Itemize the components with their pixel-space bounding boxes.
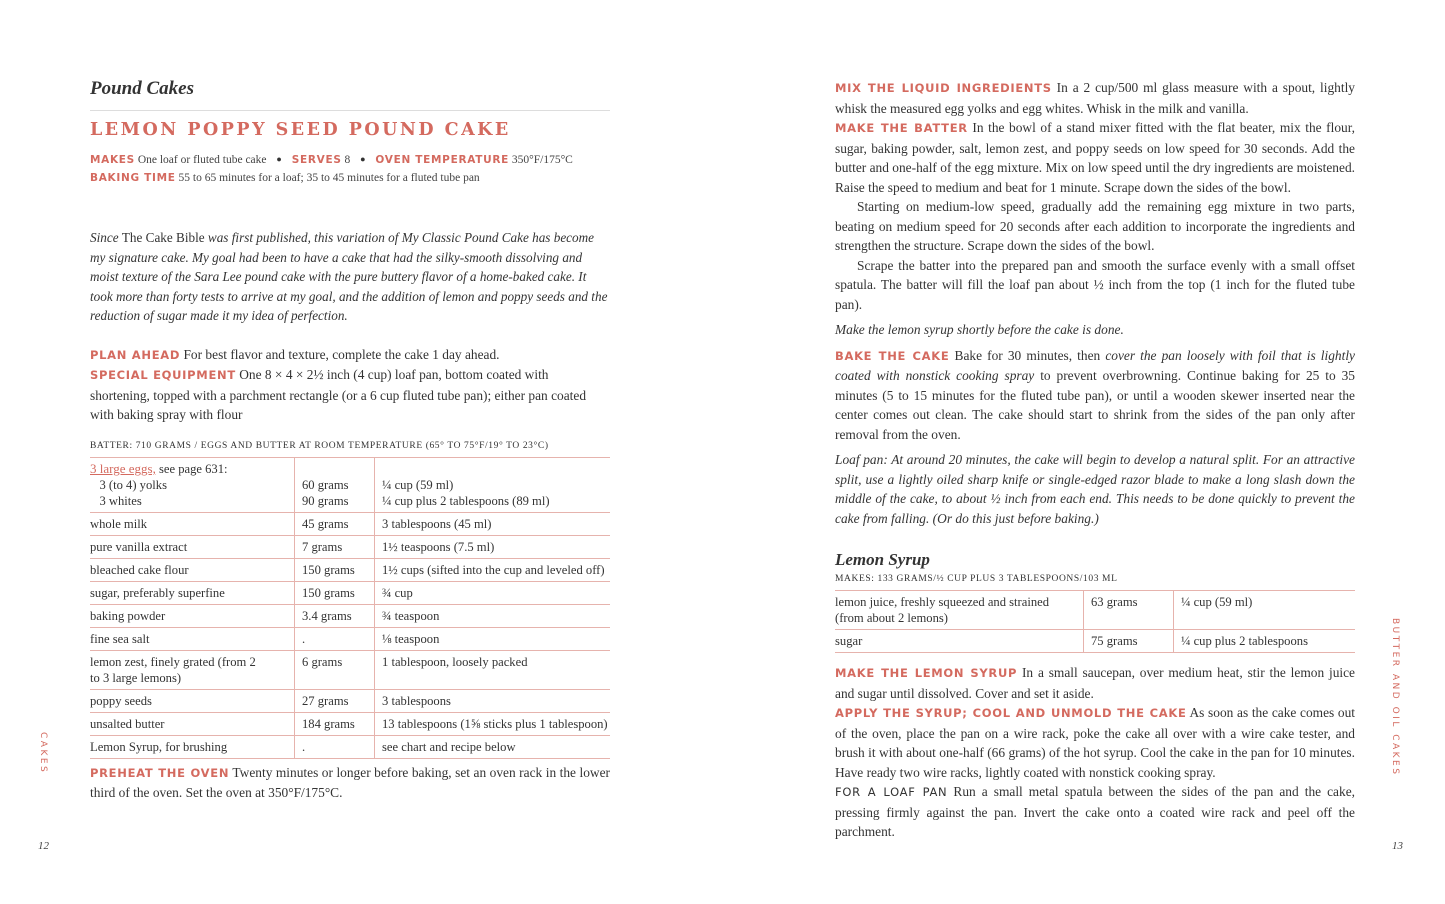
make-syrup-text: In a small saucepan, over medium heat, stir the lemon juice and sugar until dissolved. Cover and set it aside. (835, 665, 1355, 701)
make-batter-text: In the bowl of a stand mixer fitted with the flat beater, mix the flour, sugar, baking powder, salt, lemon zest, and poppy seeds on low speed for 30 seconds. Add the butter and one-half of the egg mixture. Mix on low speed until the dry ingredients are moistened. Raise the speed to medium and beat for 1 minute. Scrape down the sides of the bowl. (835, 120, 1355, 195)
batter-paragraph-2: Starting on medium-low speed, gradually add the remaining egg mixture in two parts, beating on medium speed for 20 seconds after each addition to incorporate the ingredients and strengthen the structure. Scrape down the sides of the bowl. (835, 199, 1355, 253)
table-row (90, 457, 610, 512)
syrup-ingredient-name: lemon juice, freshly squeezed and strained (from about 2 lemons) (835, 591, 1084, 630)
plan-ahead-label: PLAN AHEAD (90, 347, 181, 362)
table-row (90, 712, 610, 735)
eggs-link[interactable]: 3 large eggs, (90, 460, 156, 476)
mix-liquid (835, 78, 1355, 118)
ingredient-name: baking powder (90, 604, 295, 627)
ingredient-volume: 1 tablespoon, loosely packed (375, 650, 611, 689)
table-row (90, 604, 610, 627)
serves-label: SERVES (291, 154, 342, 166)
ingredient-volume: see chart and recipe below (375, 735, 611, 758)
special-equipment-text: One 8 × 4 × 2½ inch (4 cup) loaf pan, bottom coated with shortening, topped with a parchment rectangle (or a 6 cup fluted tube pan); either pan coated with baking spray with flour (90, 367, 587, 423)
bake-text-b: to prevent overbrowning. Continue baking for 25 to 35 minutes (5 to 15 minutes for the fluted tube pan), or until a wooden skewer inserted near the center comes out clean. The cake should start to shrink from the sides of the pan only after removal from the oven. (835, 368, 1356, 442)
syrup-ingredient-grams: 75 grams (1084, 630, 1174, 653)
ingredient-grams: 27 grams (295, 689, 375, 712)
table-row (90, 512, 610, 535)
loaf-pan-step (835, 782, 1355, 842)
ingredient-grams: 150 grams (295, 581, 375, 604)
table-row (90, 735, 610, 758)
plan-ahead (90, 345, 610, 366)
syrup-table (835, 590, 1355, 653)
volume-yolks: ¼ cup (59 ml) (382, 477, 454, 492)
grams-whites: 90 grams (302, 493, 349, 508)
apply-syrup-text: As soon as the cake comes out of the oven, place the pan on a wire rack, poke the cake all over with a wire cake tester, and brush it with about one-half (66 grams) of the hot syrup. Cool the cake in the pan for 10 minutes. Have ready two wire racks, lightly coated with nonstick cooking spray. (835, 705, 1355, 780)
eggs-yolks: 3 (to 4) yolks (99, 477, 167, 492)
ingredient-grams: 45 grams (295, 512, 375, 535)
table-row (90, 558, 610, 581)
loaf-pan-note: Loaf pan: At around 20 minutes, the cake will begin to develop a natural split. For an attractive split, use a lightly oiled sharp knife or single-edged razor blade to make a long slash down the middle of the cake, to about ½ inch from each end. This needs to be done quickly to prevent the cake from falling. (Or do this just before baking.) (835, 452, 1355, 526)
intro-text-a: Since (90, 230, 119, 245)
ingredient-name: sugar, preferably superfine (90, 581, 295, 604)
make-syrup (835, 663, 1355, 703)
ingredient-volume: ⅛ teaspoon (375, 627, 611, 650)
ingredient-name: poppy seeds (90, 689, 295, 712)
ingredient-grams: 3.4 grams (295, 604, 375, 627)
mix-liquid-text: In a 2 cup/500 ml glass measure with a spout, lightly whisk the measured egg yolks and egg whites. Whisk in the milk and vanilla. (835, 80, 1356, 116)
side-label-cakes: CAKES (38, 732, 48, 775)
make-batter (835, 118, 1355, 197)
makes-value: One loaf or fluted tube cake (137, 154, 267, 166)
ingredient-volume: ¾ cup (375, 581, 611, 604)
table-row (90, 535, 610, 558)
makes-label: MAKES (90, 154, 135, 166)
ingredient-volume: 1½ teaspoons (7.5 ml) (375, 535, 611, 558)
ingredient-name: whole milk (90, 512, 295, 535)
ingredient-grams: 184 grams (295, 712, 375, 735)
ingredient-name: fine sea salt (90, 627, 295, 650)
ingredient-grams: . (295, 735, 375, 758)
recipe-meta (90, 150, 610, 187)
syrup-makes: MAKES: 133 GRAMS/½ CUP PLUS 3 TABLESPOONS/103 ML (835, 574, 1118, 584)
special-equipment (90, 365, 610, 425)
ingredient-volume: 1½ cups (sifted into the cup and leveled off) (375, 558, 611, 581)
mix-liquid-label: MIX THE LIQUID INGREDIENTS (835, 81, 1052, 95)
bake-cake (835, 346, 1355, 445)
oven-temp-label: OVEN TEMPERATURE (375, 154, 509, 166)
table-row (90, 627, 610, 650)
bullet-icon: ● (360, 154, 366, 164)
page-number-left: 12 (38, 840, 49, 852)
bake-text-italic: cover the pan loosely with foil that is lightly coated with nonstick cooking spray (835, 347, 1355, 383)
ingredient-grams: 7 grams (295, 535, 375, 558)
ingredient-volume (375, 457, 611, 512)
ingredients-table (90, 457, 610, 759)
serves-value: 8 (344, 154, 351, 166)
ingredient-volume: 3 tablespoons (45 ml) (375, 512, 611, 535)
table-row (835, 630, 1355, 653)
apply-syrup (835, 703, 1355, 782)
ingredient-volume: 3 tablespoons (375, 689, 611, 712)
volume-whites: ¼ cup plus 2 tablespoons (89 ml) (382, 493, 550, 508)
syrup-ingredient-volume: ¼ cup (59 ml) (1174, 591, 1356, 630)
grams-yolks: 60 grams (302, 477, 349, 492)
intro-paragraph (90, 228, 610, 326)
preheat-text: Twenty minutes or longer before baking, set an oven rack in the lower third of the oven. Set the oven at 350°F/175°C. (90, 764, 610, 801)
bake-label: BAKE THE CAKE (835, 348, 950, 363)
oven-temp-value: 350°F/175°C (511, 154, 573, 166)
ingredient-name: Lemon Syrup, for brushing (90, 735, 295, 758)
ingredient-volume: ¾ teaspoon (375, 604, 611, 627)
loaf-pan-label: FOR A LOAF PAN (835, 785, 948, 799)
ingredient-grams: 150 grams (295, 558, 375, 581)
syrup-ingredient-volume: ¼ cup plus 2 tablespoons (1174, 630, 1356, 653)
make-syrup-label: MAKE THE LEMON SYRUP (835, 666, 1018, 680)
apply-syrup-label: APPLY THE SYRUP; COOL AND UNMOLD THE CAKE (835, 706, 1187, 720)
bake-text-a: Bake for 30 minutes, then (954, 347, 1101, 363)
left-page (0, 0, 722, 904)
loaf-pan-text: Run a small metal spatula between the sides of the pan and the cake, pressing firmly against the pan. Invert the cake onto a coated wire rack and peel off the parchment. (835, 784, 1355, 839)
preheat-label: PREHEAT THE OVEN (90, 765, 230, 780)
baking-time-value: 55 to 65 minutes for a loaf; 35 to 45 minutes for a fluted tube pan (178, 172, 480, 184)
table-row (90, 650, 610, 689)
eggs-whites: 3 whites (99, 493, 142, 508)
ingredient-grams: 6 grams (295, 650, 375, 689)
ingredient-name: unsalted butter (90, 712, 295, 735)
book-title: The Cake Bible (121, 230, 205, 245)
syrup-note: Make the lemon syrup shortly before the cake is done. (835, 322, 1124, 337)
baking-time-label: BAKING TIME (90, 172, 176, 184)
ingredient-name: lemon zest, finely grated (from 2 to 3 large lemons) (90, 650, 295, 689)
recipe-title: LEMON POPPY SEED POUND CAKE (90, 120, 511, 140)
make-batter-label: MAKE THE BATTER (835, 121, 968, 135)
right-column (835, 78, 1355, 842)
syrup-ingredient-name: sugar (835, 630, 1084, 653)
intro-text-b: was first published, this variation of My Classic Pound Cake has become my signature cake. My goal had been to have a cake that had the silky-smooth dissolving and moist texture of the Sara Lee pound cake with the pure buttery flavor of a home-baked cake. It took more than forty tests to arrive at my goal, and the addition of lemon and poppy seeds and the reduction of sugar made it my idea of perfection. (90, 230, 608, 324)
ingredient-name (90, 457, 295, 512)
section-title: Pound Cakes (90, 78, 610, 111)
syrup-ingredient-grams: 63 grams (1084, 591, 1174, 630)
table-row (90, 581, 610, 604)
ingredient-volume: 13 tablespoons (1⅝ sticks plus 1 tablespoon) (375, 712, 611, 735)
ingredient-name: pure vanilla extract (90, 535, 295, 558)
batter-caption: BATTER: 710 GRAMS / EGGS AND BUTTER AT ROOM TEMPERATURE (65° TO 75°F/19° TO 23°C) (90, 440, 549, 451)
table-row (90, 689, 610, 712)
page-number-right: 13 (1392, 840, 1403, 852)
right-page (722, 0, 1445, 904)
bullet-icon: ● (276, 154, 282, 164)
preheat-oven (90, 763, 610, 803)
side-label-butter-oil: BUTTER AND OIL CAKES (1390, 618, 1400, 777)
table-row (835, 591, 1355, 630)
plan-ahead-text: For best flavor and texture, complete the cake 1 day ahead. (183, 346, 500, 362)
ingredient-name: bleached cake flour (90, 558, 295, 581)
ingredient-grams: . (295, 627, 375, 650)
eggs-see-page: see page 631: (158, 461, 228, 476)
special-equipment-label: SPECIAL EQUIPMENT (90, 368, 236, 383)
batter-paragraph-3: Scrape the batter into the prepared pan and smooth the surface evenly with a small offset spatula. The batter will fill the loaf pan about ½ inch from the top (1 inch for the fluted tube pan). (835, 257, 1355, 312)
ingredient-grams (295, 457, 375, 512)
left-column (90, 78, 610, 803)
syrup-title: Lemon Syrup (835, 550, 930, 569)
